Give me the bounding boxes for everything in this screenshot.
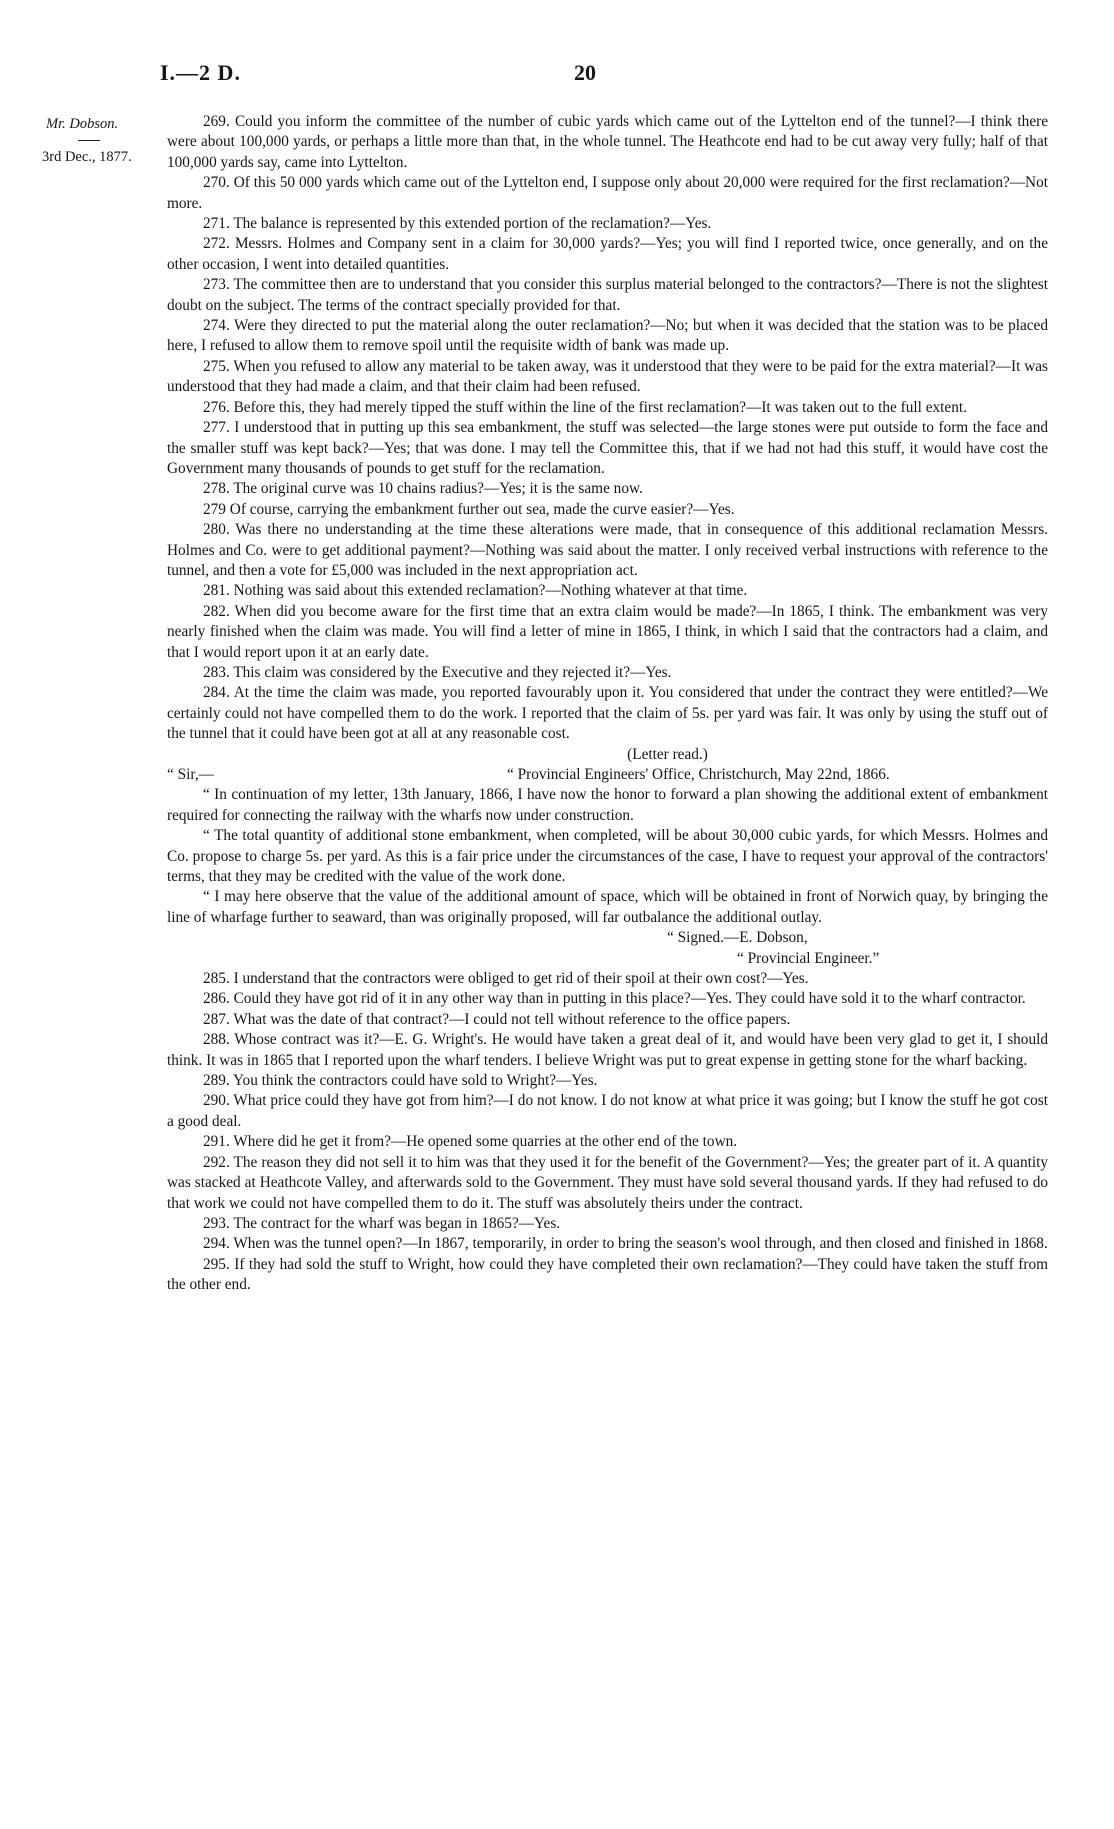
parliamentary-paper-ref: I.—2 D. bbox=[160, 60, 241, 85]
margin-note bbox=[38, 114, 162, 167]
letter-salutation-line bbox=[167, 765, 1048, 785]
question-paragraph: 293. The contract for the wharf was began in 1865?—Yes. bbox=[203, 1214, 561, 1232]
question-paragraph: 281. Nothing was said about this extended reclamation?—Nothing whatever at that time. bbox=[203, 582, 748, 600]
question-paragraph: 295. If they had sold the stuff to Wright, how could they have completed their own reclamation?—They could have taken the stuff from the other end. bbox=[167, 1255, 1048, 1294]
question-paragraph: 276. Before this, they had merely tipped the stuff within the line of the first reclamation?—It was taken out to the full extent. bbox=[203, 398, 967, 416]
question-paragraph: 271. The balance is represented by this extended portion of the reclamation?—Yes. bbox=[203, 215, 712, 233]
letter-heading: (Letter read.) bbox=[627, 745, 708, 763]
letter-salutation: “ Sir,— bbox=[167, 766, 214, 783]
question-paragraph: 283. This claim was considered by the Executive and they rejected it?—Yes. bbox=[203, 663, 672, 681]
question-paragraph: 279 Of course, carrying the embankment further out sea, made the curve easier?—Yes. bbox=[203, 500, 735, 518]
page-header bbox=[140, 60, 1030, 96]
question-paragraph: 280. Was there no understanding at the time these alterations were made, that in consequence of this additional reclamation Messrs. Holmes and Co. were to get additional payment?—Nothing was said about the matter. I only received verbal instructions with reference to the tunnel, and then a vote for £5,000 was included in the next appropriation act. bbox=[167, 521, 1048, 579]
question-paragraph: 287. What was the date of that contract?—I could not tell without reference to the office papers. bbox=[203, 1010, 791, 1028]
question-paragraph: 291. Where did he get it from?—He opened some quarries at the other end of the town. bbox=[203, 1133, 738, 1151]
question-paragraph: 274. Were they directed to put the material along the outer reclamation?—No; but when it was decided that the station was to be placed here, I refused to allow them to remove spoil until the requisite width of bank was made up. bbox=[167, 317, 1048, 355]
letter-paragraph: “ In continuation of my letter, 13th January, 1866, I have now the honor to forward a plan showing the additional extent of embankment required for connecting the railway with the wharfs now under construction. bbox=[167, 786, 1048, 824]
question-paragraph: 284. At the time the claim was made, you reported favourably upon it. You considered that under the contract they were entitled?—We certainly could not have compelled them to do the work. I reported that the claim of 5s. per yard was fair. It was only by using the stuff out of the tunnel that it could have been got at all at any reasonable cost. bbox=[167, 684, 1048, 743]
question-paragraph: 282. When did you become aware for the first time that an extra claim would be made?—In 1865, I think. The embankment was very nearly finished when the claim was made. You will find a letter of mine in 1865, I think, in which I said that the contractors had a claim, and that I would report upon it at an early date. bbox=[167, 602, 1048, 661]
question-paragraph: 285. I understand that the contractors were obliged to get rid of their spoil at their own cost?—Yes. bbox=[203, 970, 809, 988]
question-paragraph: 288. Whose contract was it?—E. G. Wright's. He would have taken a great deal of it, and would have been very glad to get it, I should think. It was in 1865 that I reported upon the wharf tenders. I believe Wright was put to great expense in getting stone for the wharf backing. bbox=[167, 1031, 1048, 1069]
page-number: 20 bbox=[574, 60, 596, 85]
document-body bbox=[167, 112, 1048, 1296]
letter-signatory-title: “ Provincial Engineer.” bbox=[737, 949, 880, 967]
hearing-date: 3rd Dec., 1877. bbox=[42, 149, 132, 165]
margin-rule bbox=[78, 140, 100, 141]
question-paragraph: 292. The reason they did not sell it to him was that they used it for the benefit of the Government?—Yes; the greater part of it. A quantity was stacked at Heathcote Valley, and afterwards sold to the Government. They must have sold several thousand yards. If they had refused to do that work we could not have compelled them to do it. The stuff was absolutely theirs under the contract. bbox=[167, 1153, 1048, 1212]
question-paragraph: 270. Of this 50 000 yards which came out of the Lyttelton end, I suppose only about 20,000 were required for the first reclamation?—Not more. bbox=[167, 174, 1048, 212]
question-paragraph: 275. When you refused to allow any material to be taken away, was it understood that they were to be paid for the extra material?—It was understood that they had made a claim, and that their claim had been refused. bbox=[167, 357, 1048, 396]
question-paragraph: 289. You think the contractors could have sold to Wright?—Yes. bbox=[203, 1072, 598, 1090]
witness-name: Mr. Dobson. bbox=[46, 116, 119, 132]
question-paragraph: 290. What price could they have got from him?—I do not know. I do not know at what price it was going; but I know the stuff he got cost a good deal. bbox=[167, 1092, 1048, 1130]
letter-address: “ Provincial Engineers' Office, Christchurch, May 22nd, 1866. bbox=[507, 766, 890, 783]
question-paragraph: 277. I understood that in putting up this sea embankment, the stuff was selected—the large stones were put outside to form the face and the smaller stuff was kept back?—Yes; that was done. I may tell the Committee this, that if we had not had this stuff, it would have cost the Government many thousands of pounds to get stuff for the reclamation. bbox=[167, 419, 1048, 477]
question-paragraph: 273. The committee then are to understand that you consider this surplus material belonged to the contractors?—There is not the slightest doubt on the subject. The terms of the contract specially provided for that. bbox=[167, 276, 1048, 314]
letter-signature: “ Signed.—E. Dobson, bbox=[667, 929, 808, 947]
letter-paragraph: “ I may here observe that the value of the additional amount of space, which will be obtained in front of Norwich quay, by bringing the line of wharfage further to seaward, than was originally proposed, will far outbalance the additional outlay. bbox=[167, 888, 1048, 926]
question-paragraph: 269. Could you inform the committee of the number of cubic yards which came out of the Lyttelton end of the tunnel?—I think there were about 100,000 yards, or perhaps a little more than that, in the whole tunnel. The Heathcote end had to be cut away very fully; half of that 100,000 yards say, came into Lyttelton. bbox=[167, 113, 1048, 171]
question-paragraph: 286. Could they have got rid of it in any other way than in putting in this place?—Yes. They could have sold it to the wharf contractor. bbox=[203, 990, 1026, 1008]
question-paragraph: 272. Messrs. Holmes and Company sent in a claim for 30,000 yards?—Yes; you will find I reported twice, once generally, and on the other occasion, I went into detailed quantities. bbox=[167, 235, 1048, 273]
question-paragraph: 278. The original curve was 10 chains radius?—Yes; it is the same now. bbox=[203, 480, 643, 498]
letter-paragraph: “ The total quantity of additional stone embankment, when completed, will be about 30,000 cubic yards, for which Messrs. Holmes and Co. propose to charge 5s. per yard. As this is a fair price under the circumstances of the case, I have to request your approval of the contractors' terms, that they may be credited with the value of the work done. bbox=[167, 827, 1048, 886]
question-paragraph: 294. When was the tunnel open?—In 1867, temporarily, in order to bring the season's wool through, and then closed and finished in 1868. bbox=[203, 1235, 1048, 1253]
